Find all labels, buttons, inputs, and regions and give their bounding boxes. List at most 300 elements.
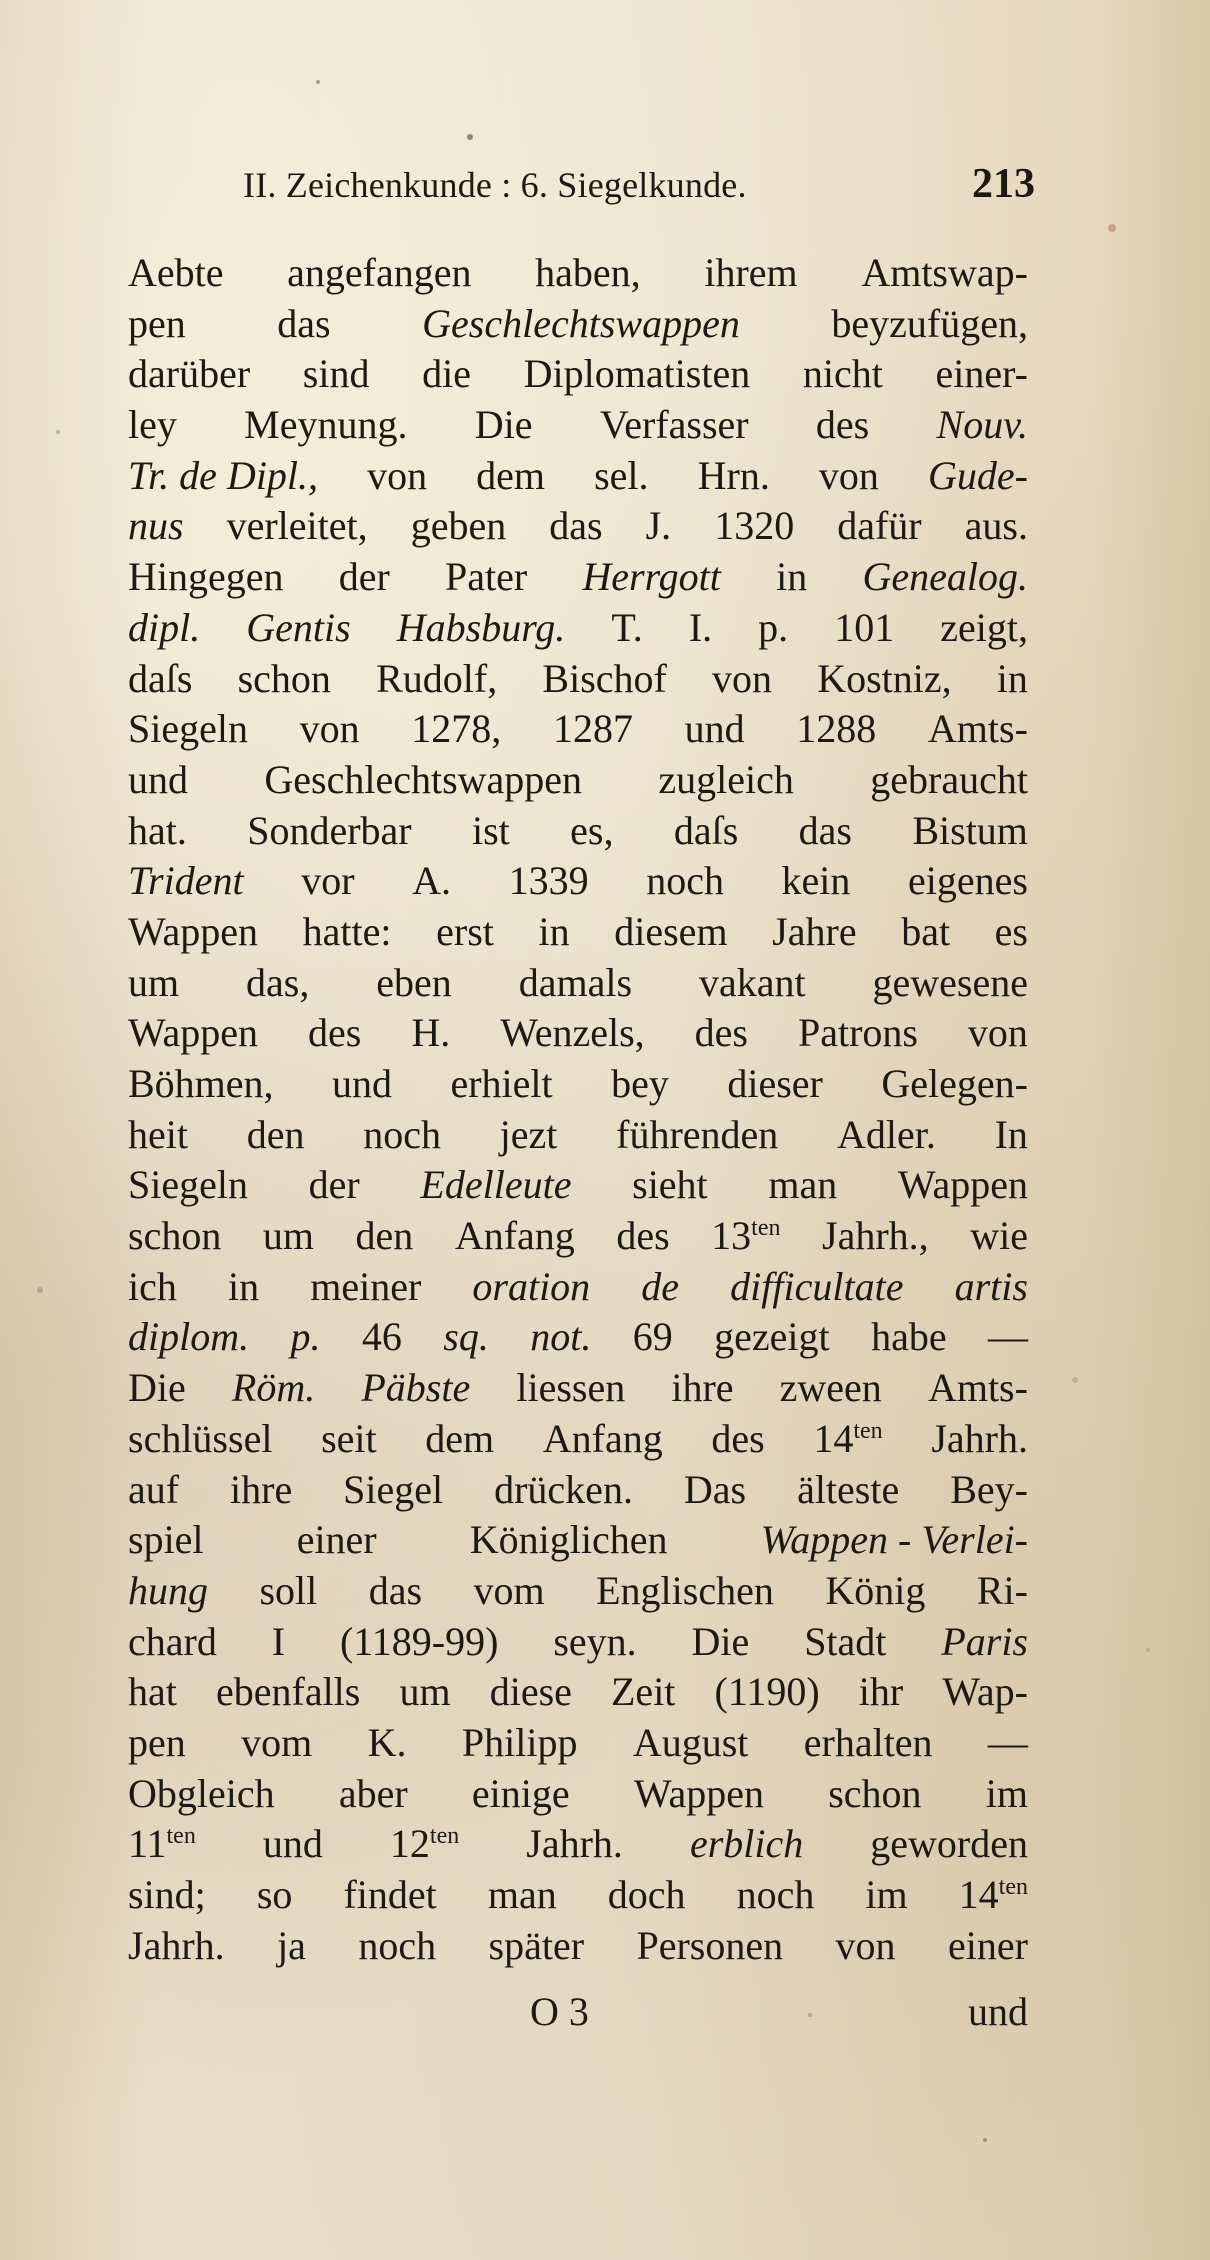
word <box>488 1870 557 1921</box>
italic-word <box>928 451 1028 502</box>
word <box>367 451 427 502</box>
word-text: Geschlechtswappen <box>422 300 740 346</box>
text-line <box>128 1667 1028 1718</box>
word-text: 1287 <box>552 706 633 752</box>
word-text: Genealog. <box>862 554 1028 600</box>
word <box>310 1262 421 1313</box>
word-text: In <box>994 1111 1028 1157</box>
italic-word <box>730 1262 903 1313</box>
word-text: von <box>818 452 879 498</box>
word-text: Paris <box>941 1618 1028 1664</box>
word <box>594 451 648 502</box>
word <box>411 501 507 552</box>
word-text: Personen <box>636 1922 784 1968</box>
word-text: den <box>355 1213 414 1259</box>
word-text: pen <box>128 1719 186 1765</box>
page-number: 213 <box>972 161 1035 207</box>
text-line <box>128 1515 1028 1566</box>
text-line <box>128 1262 1028 1313</box>
word <box>300 704 360 755</box>
text-line <box>128 501 1028 552</box>
word <box>368 1718 407 1769</box>
word <box>422 349 471 400</box>
word-text: p. <box>758 604 789 650</box>
word <box>692 1617 750 1668</box>
word <box>715 1667 820 1718</box>
text-line <box>128 1465 1028 1516</box>
word-text: bey <box>611 1061 669 1106</box>
italic-word <box>246 603 350 654</box>
word-text: doch <box>607 1872 686 1917</box>
word-text: noch <box>358 1922 437 1968</box>
word <box>646 856 724 907</box>
word-text: von <box>835 1922 896 1968</box>
word-text: Tr. de Dipl., <box>128 452 319 498</box>
word <box>948 1921 1028 1972</box>
text-line <box>128 1718 1028 1769</box>
word-text: findet <box>343 1872 437 1917</box>
word <box>699 958 806 1009</box>
word <box>128 755 188 806</box>
word-text: Wappen <box>128 908 259 954</box>
word <box>399 1667 450 1718</box>
word <box>356 1211 414 1262</box>
word-text: Englischen <box>596 1567 774 1613</box>
word <box>600 400 749 451</box>
word <box>859 1667 903 1718</box>
word-text: führenden <box>616 1111 779 1157</box>
word <box>780 1363 882 1414</box>
word <box>332 1059 392 1110</box>
word <box>494 1465 633 1516</box>
word <box>321 1414 377 1465</box>
word <box>287 248 471 299</box>
word <box>128 1363 186 1414</box>
word-text: zween <box>779 1365 882 1411</box>
word-text: schon <box>237 655 331 701</box>
word-text: von <box>967 1010 1028 1056</box>
word <box>241 1718 312 1769</box>
word <box>870 1819 1028 1870</box>
word <box>995 907 1028 958</box>
word-text: Gelegen- <box>881 1061 1028 1106</box>
word-text: 1320 <box>714 503 795 549</box>
word <box>128 1769 275 1820</box>
text-line <box>128 603 1028 654</box>
word <box>865 1870 907 1921</box>
text-line <box>128 1921 1028 1972</box>
word <box>712 654 772 705</box>
word <box>553 1617 636 1668</box>
word-text: Bistum <box>912 807 1028 853</box>
text-line <box>128 1566 1028 1617</box>
word-text: Siegel <box>343 1466 444 1512</box>
word <box>303 907 392 958</box>
word <box>837 501 921 552</box>
word-text: das <box>368 1567 423 1613</box>
word-text: Königlichen <box>469 1517 668 1563</box>
word-text: einige <box>471 1770 570 1816</box>
word-text: auf <box>128 1466 180 1512</box>
word <box>861 248 1028 299</box>
word <box>986 1769 1028 1820</box>
word <box>634 1769 764 1820</box>
word-text: Amtswap- <box>861 250 1028 295</box>
word-text: später <box>488 1922 585 1968</box>
word <box>297 1515 377 1566</box>
word-text: dem <box>425 1415 495 1461</box>
word <box>995 1110 1028 1161</box>
word <box>931 1414 1028 1465</box>
word <box>340 1617 498 1668</box>
word-text: A. <box>412 858 451 904</box>
word-text: 69 <box>632 1314 673 1360</box>
word-text: den <box>246 1111 305 1157</box>
word <box>436 907 494 958</box>
word-text: verleitet, <box>226 503 368 549</box>
text-line <box>128 1110 1028 1161</box>
word-text: diplom. <box>128 1314 250 1360</box>
word-text: ley <box>128 402 177 448</box>
word-text: von <box>367 452 428 498</box>
word-text: Die <box>128 1365 186 1411</box>
word <box>908 856 1028 907</box>
word <box>128 907 258 958</box>
word <box>490 1667 572 1718</box>
word-text: Hingegen <box>128 554 284 600</box>
word-text: August <box>632 1719 749 1765</box>
superscript: ten <box>853 1417 883 1444</box>
word <box>542 654 666 705</box>
word <box>343 1870 436 1921</box>
word-text: ihr <box>858 1669 904 1715</box>
word-text: Jahrh. <box>931 1415 1028 1461</box>
word <box>836 1921 896 1972</box>
word-text: Jahrh. <box>526 1821 623 1867</box>
running-title: II. Zeichenkunde : 6. Siegelkunde. <box>243 165 747 205</box>
word <box>228 1262 259 1313</box>
word <box>128 1515 204 1566</box>
word-text: haben, <box>535 250 641 295</box>
word <box>689 603 712 654</box>
italic-word <box>530 1312 591 1363</box>
word-text: noch <box>363 1111 441 1157</box>
word-text: 12 <box>389 1821 430 1867</box>
word <box>796 704 876 755</box>
word-text: 14 <box>813 1415 854 1461</box>
word-text: bat <box>901 908 951 954</box>
word <box>817 654 951 705</box>
word <box>455 1211 575 1262</box>
word-text: geworden <box>870 1821 1028 1867</box>
word <box>698 451 770 502</box>
word-text: einer <box>296 1517 377 1563</box>
word-text: Trident <box>128 858 244 904</box>
word-text: ich <box>128 1263 177 1309</box>
word <box>128 400 177 451</box>
word <box>263 1211 314 1262</box>
word <box>472 806 510 857</box>
word-text: Bey- <box>950 1466 1028 1512</box>
word <box>462 1718 578 1769</box>
text-line <box>128 299 1028 350</box>
word-text: 46 <box>361 1314 402 1360</box>
word <box>472 1769 570 1820</box>
word-text: dafür <box>837 503 922 549</box>
word-text: und <box>332 1061 393 1106</box>
word <box>128 1667 177 1718</box>
word-text: König <box>825 1567 926 1613</box>
word-text: Edelleute <box>420 1162 572 1208</box>
word <box>727 1059 823 1110</box>
word-text: des <box>308 1010 362 1056</box>
word-text: K. <box>367 1719 407 1765</box>
word-text: ihre <box>230 1466 293 1512</box>
word <box>570 806 613 857</box>
word <box>553 704 633 755</box>
word-text: angefangen <box>287 250 472 295</box>
word <box>671 1363 733 1414</box>
word <box>128 1870 206 1921</box>
word-text: gezeigt <box>714 1314 830 1360</box>
word-text: damals <box>518 959 633 1005</box>
word-text: Wappen <box>897 1162 1028 1208</box>
word <box>704 248 797 299</box>
italic-word <box>582 552 721 603</box>
text-line <box>128 248 1028 299</box>
word <box>881 1059 1028 1110</box>
word-text: zeigt, <box>940 604 1028 650</box>
word-text: hatte: <box>302 908 392 954</box>
word <box>128 299 186 350</box>
word <box>822 1211 929 1262</box>
word-text: Die <box>691 1618 750 1664</box>
italic-word <box>937 400 1028 451</box>
word-text: des <box>815 402 870 448</box>
word <box>549 501 602 552</box>
word-text: Aebte <box>128 250 224 295</box>
word <box>632 1160 708 1211</box>
word-text: pen <box>128 300 186 346</box>
text-line <box>128 1059 1028 1110</box>
word <box>535 248 641 299</box>
word-text: der <box>338 554 390 600</box>
word-text: H. <box>411 1010 451 1056</box>
footer-line <box>128 1988 1028 2044</box>
word-text: Bischof <box>542 655 667 701</box>
word <box>988 1718 1028 1769</box>
word <box>128 1262 177 1313</box>
word-text: Das <box>683 1466 747 1512</box>
word-text: Patrons <box>797 1010 918 1056</box>
word <box>500 1008 645 1059</box>
word-text: man <box>487 1872 557 1917</box>
signature-mark: O 3 <box>530 1989 589 2034</box>
word-text: und <box>128 756 188 802</box>
word <box>411 1008 450 1059</box>
word <box>799 806 852 857</box>
word-text: Jahrh. <box>128 1922 225 1968</box>
word <box>711 1414 764 1465</box>
word-text: p. <box>290 1314 321 1360</box>
word-text: eben <box>376 959 452 1005</box>
text-line <box>128 1769 1028 1820</box>
word-text: vakant <box>698 959 806 1005</box>
word-text: Meynung. <box>244 402 408 448</box>
italic-word <box>420 1160 571 1211</box>
word-text: de <box>641 1263 680 1309</box>
word-text: das, <box>246 959 310 1005</box>
word-text: heit <box>128 1111 188 1157</box>
word-text: chard <box>128 1618 217 1664</box>
word <box>968 1008 1028 1059</box>
word-text: im <box>985 1770 1028 1816</box>
italic-word <box>422 299 740 350</box>
word-text: das <box>277 300 331 346</box>
word-text: schlüssel <box>128 1415 273 1461</box>
word <box>825 1566 925 1617</box>
word <box>128 958 179 1009</box>
italic-word <box>941 1617 1028 1668</box>
superscript: ten <box>166 1823 196 1850</box>
word-text: es, <box>570 807 614 853</box>
word-text: von <box>299 706 360 752</box>
word-text: um <box>128 959 180 1005</box>
word-text: und <box>684 706 745 752</box>
word <box>816 400 869 451</box>
word-text: älteste <box>797 1466 900 1512</box>
word-text: beyzufügen, <box>831 300 1028 346</box>
word <box>128 1414 272 1465</box>
italic-word <box>232 1363 315 1414</box>
word-text: Ri- <box>976 1567 1028 1613</box>
word-text: vom <box>241 1719 313 1765</box>
word-text: um <box>262 1213 314 1259</box>
word <box>247 1110 305 1161</box>
text-line <box>128 1008 1028 1059</box>
word-text: Wenzels, <box>500 1010 645 1056</box>
word-text: Röm. <box>231 1365 316 1411</box>
word <box>837 1110 936 1161</box>
word <box>128 1059 274 1110</box>
word-text: Siegeln <box>128 1162 248 1208</box>
word-text: Päbste <box>361 1365 471 1411</box>
word <box>128 248 224 299</box>
word <box>870 755 1028 806</box>
word-text: meiner <box>310 1263 422 1309</box>
italic-word <box>641 1262 679 1313</box>
word <box>695 1008 748 1059</box>
word-text: Herrgott <box>582 554 721 600</box>
word-text: — <box>987 1719 1028 1765</box>
italic-word <box>128 451 318 502</box>
word-text: eigenes <box>908 858 1028 904</box>
word-text: — <box>987 1314 1028 1360</box>
word <box>277 299 330 350</box>
italic-word <box>397 603 566 654</box>
word-text: ihre <box>671 1365 734 1411</box>
word-text: difficultate <box>730 1263 904 1309</box>
word-text: Wap- <box>942 1669 1028 1715</box>
word-text: Siegeln <box>128 706 248 752</box>
italic-word <box>761 1515 1028 1566</box>
word-text: Anfang <box>454 1213 575 1259</box>
word-text: Diplomatisten <box>523 351 751 397</box>
word <box>685 704 745 755</box>
word-text: Obgleich <box>128 1770 275 1816</box>
word <box>264 755 582 806</box>
word <box>450 1059 552 1110</box>
word-text: Wappen <box>128 1010 259 1056</box>
word-text: in <box>227 1263 260 1309</box>
word-text: daſs <box>128 655 193 701</box>
text-line <box>128 349 1028 400</box>
word <box>128 1921 225 1972</box>
italic-word <box>361 1363 470 1414</box>
word-text: ihrem <box>704 250 798 295</box>
word-text: 13 <box>711 1213 752 1259</box>
word <box>128 1008 258 1059</box>
word-text: es <box>994 908 1028 954</box>
word <box>339 552 390 603</box>
word-text: diese <box>489 1669 572 1715</box>
catchword: und <box>968 1989 1028 2034</box>
word-text: darüber <box>128 351 251 397</box>
word <box>128 704 248 755</box>
word-text: ja <box>277 1922 306 1968</box>
word-text: 1339 <box>508 858 589 904</box>
word-text: Gentis <box>246 604 351 650</box>
word-text: von <box>712 655 773 701</box>
word <box>871 1312 947 1363</box>
word <box>834 603 894 654</box>
word-text: kein <box>781 858 851 904</box>
word-text: dipl. <box>128 604 201 650</box>
word-text: nus <box>128 503 184 549</box>
word <box>804 1718 933 1769</box>
word <box>798 1008 918 1059</box>
word <box>128 1160 248 1211</box>
italic-word <box>862 552 1028 603</box>
word <box>772 907 856 958</box>
word-text: so <box>256 1872 293 1917</box>
word <box>714 1312 830 1363</box>
word <box>425 1414 494 1465</box>
word-text: ebenfalls <box>215 1669 361 1715</box>
word <box>369 1566 422 1617</box>
word-text: dem <box>476 452 546 498</box>
word <box>303 349 370 400</box>
word-text: gebraucht <box>870 756 1028 802</box>
word <box>128 349 250 400</box>
word <box>684 1465 746 1516</box>
word <box>608 1870 686 1921</box>
word-text: T. <box>611 604 643 650</box>
word <box>263 1819 323 1870</box>
word <box>390 1819 459 1870</box>
word-text: schon <box>128 1213 222 1259</box>
word-text: vom <box>473 1567 545 1613</box>
word <box>768 1160 837 1211</box>
word <box>277 1921 306 1972</box>
word-text: spiel <box>128 1517 204 1563</box>
word-text: sind <box>302 351 370 397</box>
word-text: Geschlechtswappen <box>264 756 583 802</box>
word <box>308 1008 361 1059</box>
word <box>758 603 788 654</box>
text-line <box>128 1870 1028 1921</box>
word <box>272 1617 285 1668</box>
